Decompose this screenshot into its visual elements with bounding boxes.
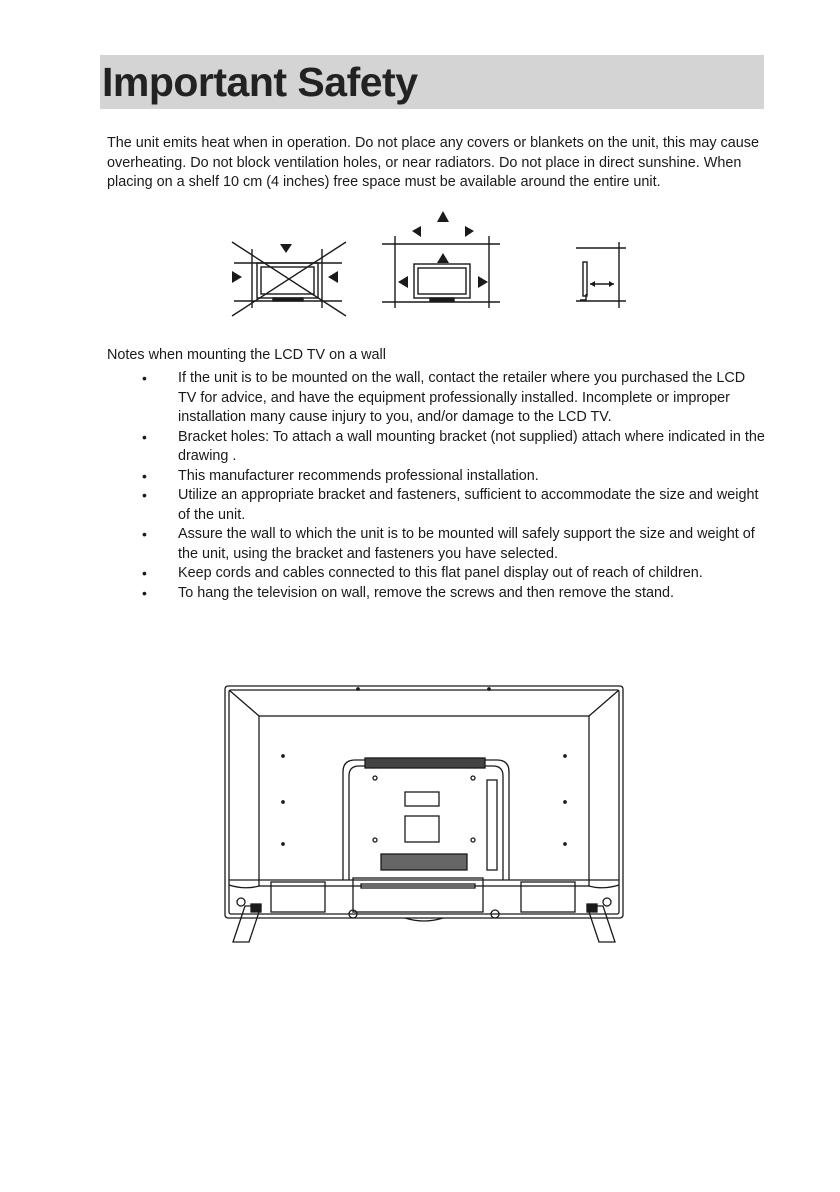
list-item: • If the unit is to be mounted on the wall, contact the retailer where you purchased the LCD TV for advice, and have the equipment professionally installed. Incomplete or improper installation many cause injury to you, and/or damage to the LCD TV. (142, 369, 767, 428)
page-title: Important Safety (102, 59, 418, 105)
title-bar (100, 55, 764, 109)
list-item: • To hang the television on wall, remove the screws and then remove the stand. (142, 584, 767, 604)
list-item: • Assure the wall to which the unit is to be mounted will safely support the size and weight of the unit, using the bracket and fasteners you have selected. (142, 525, 767, 564)
list-item: • Keep cords and cables connected to this flat panel display out of reach of children. (142, 564, 767, 584)
notes-heading: Notes when mounting the LCD TV on a wall (107, 347, 386, 363)
notes-list (142, 369, 767, 603)
tv-side-clearance-icon (576, 242, 626, 308)
tv-covered-cross-icon (232, 242, 346, 316)
tv-rear-panel-icon (215, 680, 635, 960)
list-item: • This manufacturer recommends professional installation. (142, 467, 767, 487)
list-item: • Utilize an appropriate bracket and fasteners, sufficient to accommodate the size and weight of the unit. (142, 486, 767, 525)
list-item: • Bracket holes: To attach a wall mounting bracket (not supplied) attach where indicated in the drawing . (142, 428, 767, 467)
intro-paragraph: The unit emits heat when in operation. Do not place any covers or blankets on the unit, this may cause overheating. Do not block ventilation holes, or near radiators. Do not place in direct sunshine. When placing on a shelf 10 cm (4 inches) free space must be available around the entire unit. (107, 135, 759, 190)
tv-clearance-arrows-icon (382, 211, 500, 308)
